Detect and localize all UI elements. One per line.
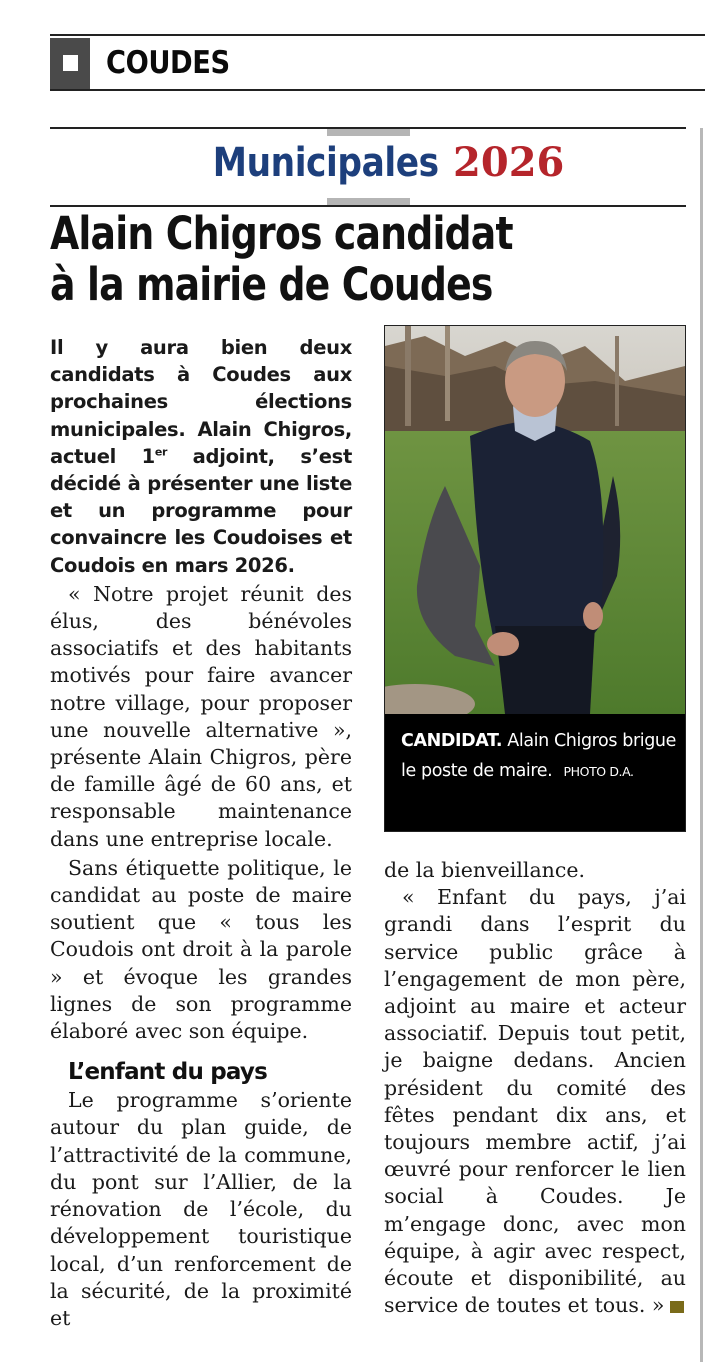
section-title: COUDES <box>106 45 230 81</box>
kicker-bottom-tab <box>327 198 410 205</box>
caption-text: Alain Chigros brigue le poste de maire. <box>401 731 676 781</box>
candidate-photo <box>385 326 685 714</box>
article-column-right <box>384 857 686 1319</box>
lead-text-1: Il y aura bien deux candidats à Coudes aux prochaines élections municipales. Alain Chigros, actuel 1 <box>50 336 352 468</box>
quote-text: « Enfant du pays, j’ai grandi dans l’esprit du service public grâce à l’engagement de mon père, adjoint au maire et acteur associatif. Depuis tout petit, je baigne dedans. Ancien président du comité des fêtes pendant dix ans, et toujours membre actif, j’ai œuvré pour renforcer le lien social à Coudes. Je m’engage donc, avec mon équipe, à agir avec respect, écoute et disponibilité, au service de toutes et tous. » <box>384 885 686 1318</box>
kicker-year: 2026 <box>453 139 565 186</box>
section-header <box>50 37 247 89</box>
photo-block <box>384 325 686 832</box>
lead-text-2: adjoint, s’est décidé à présenter une liste et un programme pour convaincre les Coudoises et Coudois en mars 2026. <box>50 444 352 577</box>
kicker-word: Municipales <box>212 140 439 186</box>
lead-paragraph <box>50 334 352 579</box>
body-paragraph: Sans étiquette politique, le candidat au poste de maire soutient que « tous les Coudois ont droit à la parole » et évoque les grandes lignes de son programme élaboré avec son équipe. <box>50 855 352 1044</box>
page-edge-border <box>700 128 703 1362</box>
section-bottom-rule <box>50 89 705 91</box>
headline-line-1: Alain Chigros candidat <box>50 207 513 260</box>
article-column-left <box>50 334 352 1332</box>
body-paragraph: « Notre projet réunit des élus, des bénévoles associatifs et des habitants motivés pour faire avancer notre village, pour proposer une nouvelle alternative », présente Alain Chigros, père de famille âgé de 60 ans, et responsable maintenance dans une entreprise locale. <box>50 581 352 851</box>
kicker <box>0 138 705 188</box>
body-paragraph-continued: de la bienveillance. <box>384 858 586 882</box>
kicker-top-tab <box>327 129 410 136</box>
photo-caption <box>401 726 681 787</box>
lead-superscript: er <box>154 445 168 459</box>
subheading: L’enfant du pays <box>68 1059 267 1086</box>
body-paragraph: Le programme s’oriente autour du plan guide, de l’attractivité de la commune, du pont sur l’Allier, de la rénovation de l’école, du développement touristique local, d’un renforcement de la sécurité, de la proximité et <box>50 1088 352 1330</box>
caption-lead: CANDIDAT. <box>401 731 503 751</box>
top-rule <box>50 34 705 36</box>
end-of-article-icon <box>670 1301 684 1313</box>
headline-line-2: à la mairie de Coudes <box>50 258 493 311</box>
photo-credit: PHOTO D.A. <box>563 764 634 779</box>
headline <box>50 208 588 310</box>
square-bullet-icon <box>50 38 90 89</box>
body-paragraph <box>384 884 686 1319</box>
